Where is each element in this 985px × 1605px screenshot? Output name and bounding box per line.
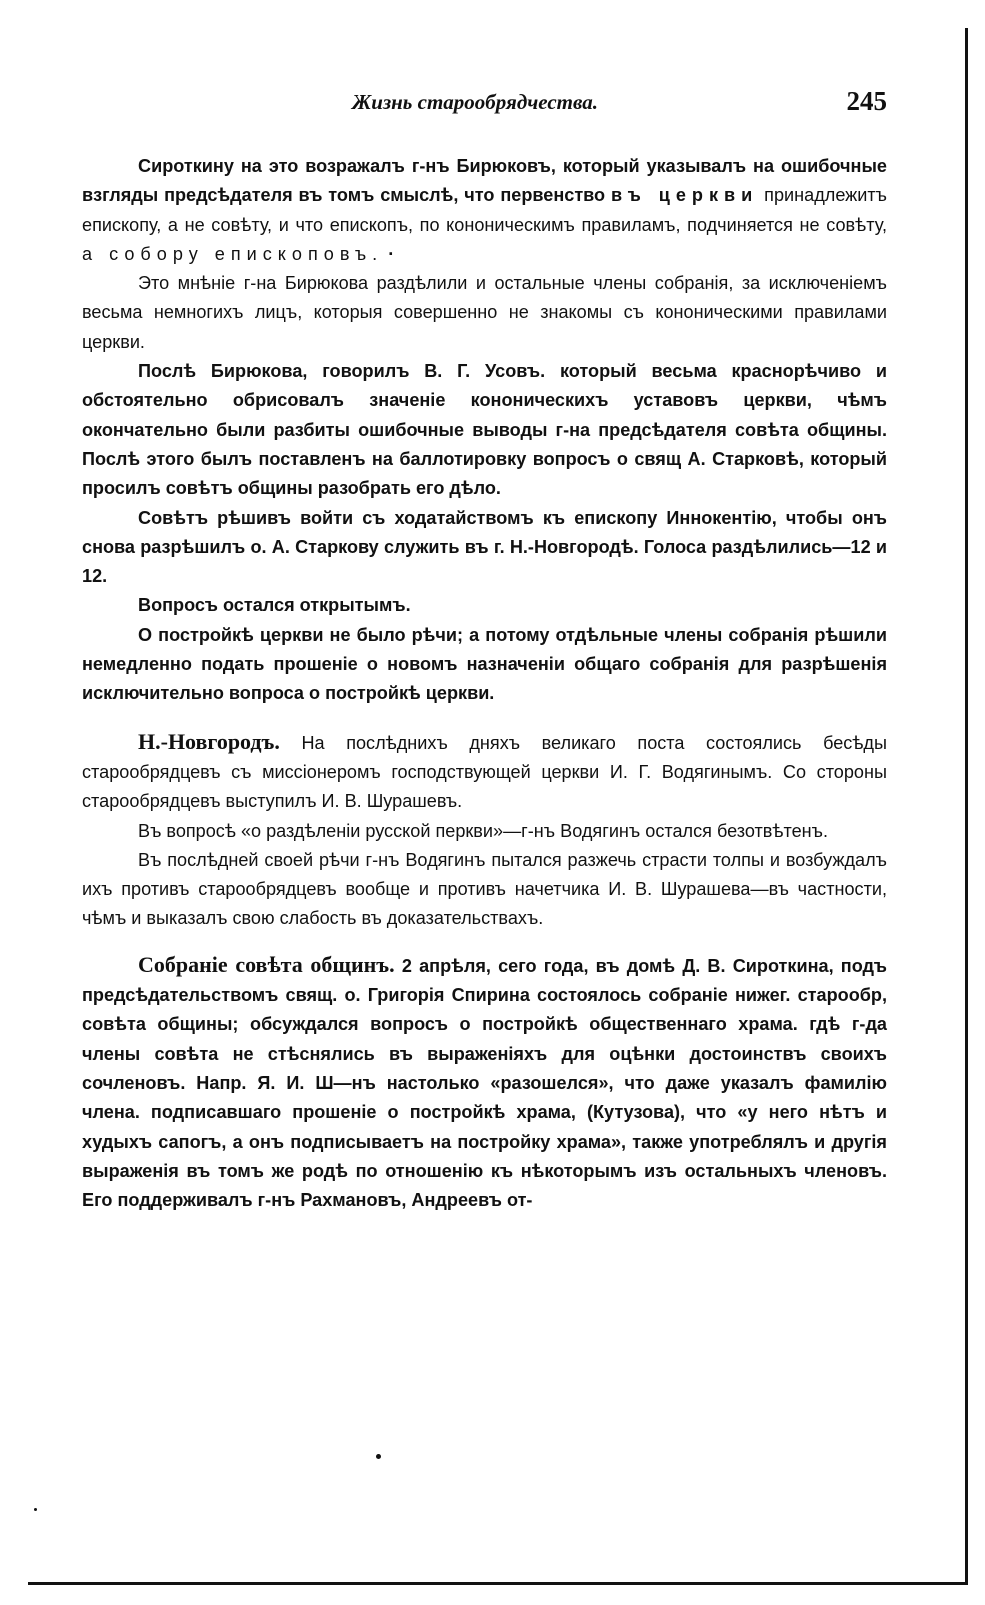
paragraph: Совѣтъ рѣшивъ войти съ ходатайствомъ къ епископу Иннокентію, чтобы онъ снова разрѣшилъ о. А. Старкову служить въ г. Н.-Новгородѣ. Голоса раздѣлились—12 и 12.	[82, 507, 887, 587]
article-body	[82, 152, 887, 1215]
running-title: Жизнь старообрядчества.	[352, 90, 598, 114]
paragraph: Въ послѣдней своей рѣчи г-нъ Водягинъ пытался разжечь страсти толпы и возбуждалъ ихъ противъ старообрядцевъ вообще и противъ начетчика И. В. Шурашева—въ частности, чѣмъ и выказалъ свою слабость въ доказательствахъ.	[82, 849, 887, 929]
paragraph: О постройкѣ церкви не было рѣчи; а потому отдѣльные члены собранія рѣшили немедленно подать прошеніе о новомъ назначеніи общаго собранія для разрѣшенія исключительно вопроса о постройкѣ церкви.	[82, 624, 887, 704]
page-number: 245	[846, 86, 887, 116]
paragraph: Послѣ Бирюкова, говорилъ В. Г. Усовъ. который весьма краснорѣчиво и обстоятельно обрисовалъ значеніе кононическихъ уставовъ церкви, чѣмъ окончательно были разбиты ошибочные выводы г-на предсѣдателя совѣта общины. Послѣ этого былъ поставленъ на баллотировку вопросъ о свящ А. Старковѣ, который просилъ совѣтъ общины разобрать его дѣло.	[82, 361, 887, 499]
paragraph: Собраніе совѣта общинъ. 2 апрѣля, сего года, въ домѣ Д. В. Сироткина, подъ предсѣдательствомъ свящ. о. Григорія Спирина состоялось собраніе нижег. старообр, совѣта общины; обсуждался вопросъ о постройкѣ общественнаго храма. гдѣ г-да члены совѣта не стѣснялись въ выраженіяхъ для оцѣнки достоинствъ своихъ сочленовъ. Напр. Я. И. Ш—нъ настолько «разошелся», что даже указалъ фамилію члена. подписавшаго прошеніе о постройкѣ храма, (Кутузова), что «у него нѣтъ и худыхъ сапогъ, а онъ подписываетъ на постройку храма», также употреблялъ и другія выраженія въ томъ же родѣ по отношенію къ нѣкоторымъ изъ остальныхъ членовъ. Его поддерживалъ г-нъ Рахмановъ, Андреевъ от-	[82, 951, 887, 1211]
page-border-right	[965, 28, 968, 1583]
paragraph: Въ вопросѣ «о раздѣленіи русской перкви»—г-нъ Водягинъ остался безотвѣтенъ.	[138, 820, 828, 841]
paragraph: Это мнѣніе г-на Бирюкова раздѣлили и остальные члены собранія, за исключеніемъ весьма немногихъ лицъ, которыя совершенно не знакомы съ кононическими правилами церкви.	[82, 273, 887, 352]
page-border-bottom	[28, 1582, 968, 1585]
paragraph: Н.-Новгородъ. На послѣднихъ дняхъ великаго поста состоялись бесѣды старообрядцевъ съ миссіонеромъ господствующей церкви И. Г. Водягинымъ. Со стороны старообрядцевъ выступилъ И. В. Шурашевъ.	[82, 728, 887, 812]
section-title: Собраніе совѣта общинъ.	[138, 951, 395, 977]
paragraph: Сироткину на это возражалъ г-нъ Бирюковъ, который указывалъ на ошибочные взгляды предсѣдателя въ томъ смыслѣ, что первенство въ церкви принадлежитъ епископу, а не совѣту, и что епископъ, по кононическимъ правиламъ, подчиняется не совѣту, а собору епископовъ. ·	[82, 156, 887, 264]
paragraph: Вопросъ остался открытымъ.	[138, 595, 411, 616]
ink-speck	[376, 1454, 381, 1459]
section-title: Н.-Новгородъ.	[138, 728, 280, 754]
ink-speck	[34, 1508, 37, 1511]
page-header	[82, 86, 887, 124]
